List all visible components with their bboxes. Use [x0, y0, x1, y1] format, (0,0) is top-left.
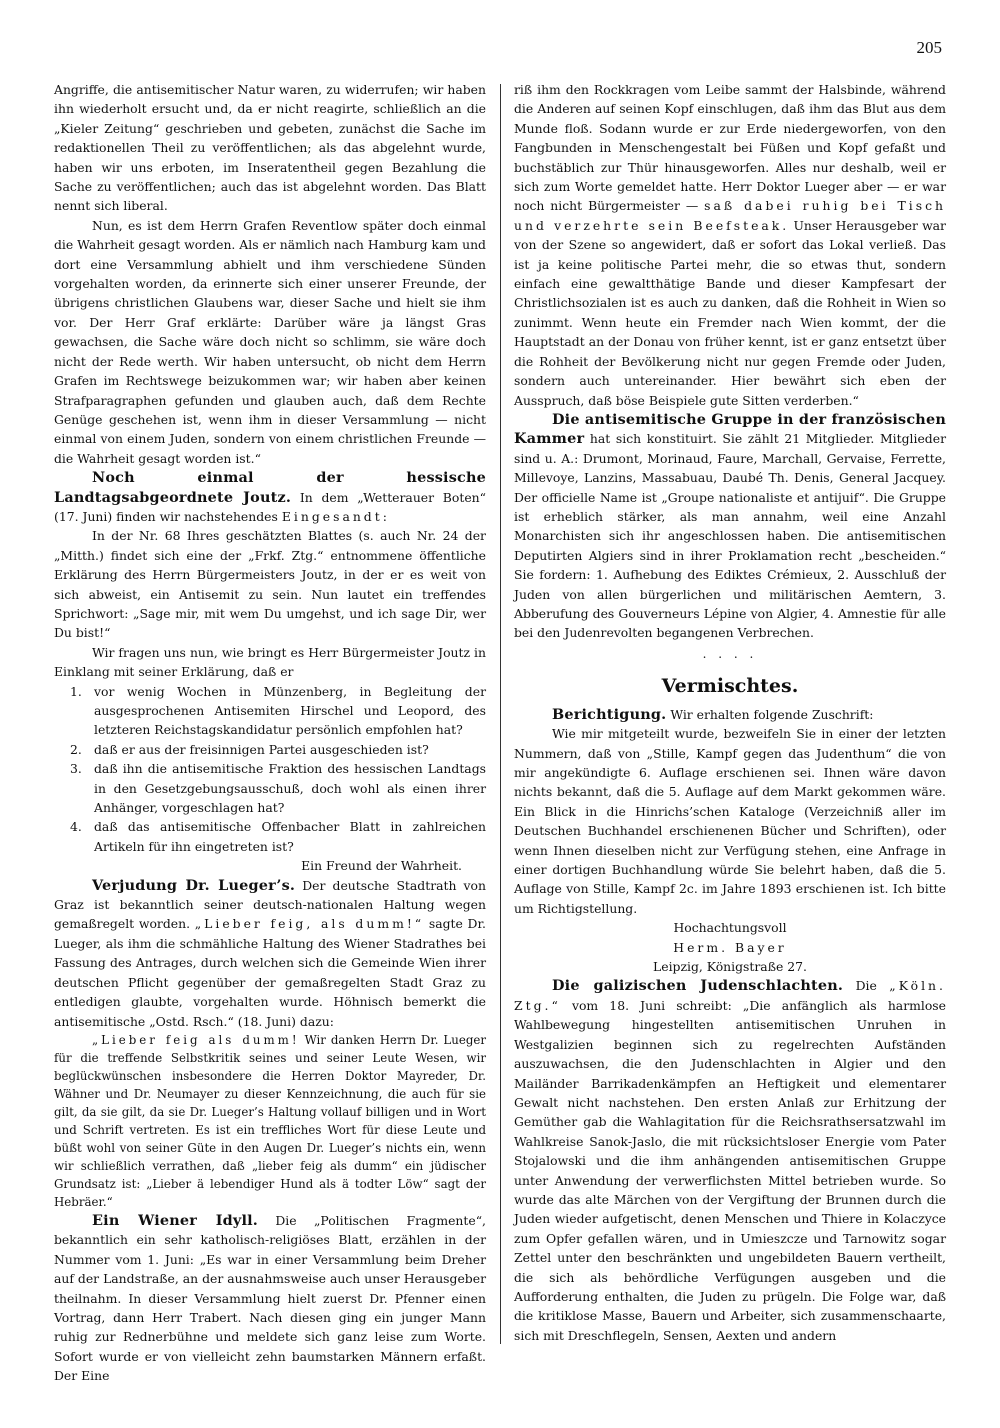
list-item [70, 740, 486, 759]
list-number: 1. [70, 683, 82, 699]
article-lueger [54, 876, 486, 1031]
signature: Ein Freund der Wahrheit. [301, 858, 462, 874]
section-title: Vermischtes. [661, 674, 799, 697]
signature-name: Herm. Bayer [673, 939, 787, 955]
paragraph: Angriffe, die antisemitischer Natur waren, zu widerrufen; wir haben ihn wiederholt ersucht und, da er nicht reagirte, schließlich an die „Kieler Zeitung“ geschrieben und gebeten, zunächst die Sache im redaktionellen Theil zu veröffentlichen; als das abgelehnt wurde, haben wir uns erboten, im Inseratentheil gegen Bezahlung die Sache zu veröffentlichen; auch das ist abgelehnt worden. Das Blatt nennt sich liberal. [54, 82, 486, 214]
paragraph [514, 80, 946, 410]
closing-greeting: Hochachtungsvoll [673, 920, 787, 936]
article-idyll [54, 1211, 486, 1386]
article-lead: Wir erhalten folgende Zuschrift: [670, 706, 874, 722]
signature-address: Leipzig, Königstraße 27. [653, 959, 807, 975]
article-text: hat sich konstituirt. Sie zählt 21 Mitglieder. Mitglieder sind u. A.: Drumont, Morinaud, Faure, Marchall, Gervaise, Ferrette, Millevoye, Lanzins, Massabuau, Daubé Th. Denis, General Jacquey. Der officielle Name ist „Groupe nationaliste et antijuif“. Die Gruppe ist erheblich stärker, als man annahm, weil eine Anzahl Monarchisten sich ihr angeschlossen haben. Die antisemitischen Deputirten Algiers sind in ihrer Proklamation recht „bescheiden.“ Sie fordern: 1. Aufhebung des Ediktes Crémieux, 2. Ausschluß der Juden von allen bürgerlichen und militärischen Aemtern, 3. Abberufung des Gouverneurs Lépine von Algier, 4. Amnestie für alle bei den Judenrevolten begangenen Verbrechen. [514, 431, 946, 641]
spaced-text: „Lieber feig als dumm! [92, 1032, 300, 1047]
list-number: 2. [70, 741, 82, 757]
column-divider [500, 84, 501, 1344]
article-text: sagte Dr. Lueger, als ihm die schmähliche Haltung des Wiener Stadrathes bei Fassung des Antrages, durch welchen sich die Gemeinde Wien ihrer deutschen Pflicht gegenüber der gemaßregelten Stadt Graz zu entledigen glaubte, vorgehalten wurde. Höhnisch bemerkt die antisemitische „Ostd. Rsch.“ (18. Juni) dazu: [54, 916, 486, 1029]
article-heading: Noch einmal der hessische Landtagsabgeordnete Joutz. [54, 469, 486, 506]
paragraph-text: Unser Herausgeber war von der Szene so angewidert, daß er sofort das Lokal verließ. Das ist ja keine politische Partei mehr, die so etwas thut, sondern einfach eine gewaltthätige Bande und dieser Kampfesart der Christlichsozialen ist es auch zu danken, daß die Rohheit in Wien so zunimmt. Wenn heute ein Fremder nach Wien kommt, der die Hauptstadt an der Donau von früher kennt, ist er ganz entsetzt über die Rohheit der Bevölkerung nicht nur gegen Fremde oder Juden, sondern auch untereinander. Hier bewährt sich eben der Ausspruch, daß böse Beispiele gute Sitten verderben.“ [514, 217, 946, 408]
numbered-list [54, 682, 486, 857]
right-column [514, 80, 946, 1345]
article-text: Die [855, 978, 877, 994]
quote-text: Wir danken Herrn Dr. Lueger für die treffende Selbstkritik seines und seiner Leute Wesen, wir beglückwünschen insbesondere die Herren Doktor Mayreder, Dr. Wähner und Dr. Neumayer zu dieser Kennzeichnung, die auch für sie gilt, da sie gilt, da sie Dr. Lueger’s Haltung vollauf billigen und in Wort und Schrift vertreten. Es ist ein treffliches Wort für diese Leute und büßt wohl von seiner Güte in den Augen Dr. Lueger’s nichts ein, wenn wir schließlich verrathen, daß „lieber feig als dumm“ ein jüdischer Grundsatz ist: „Lieber ä lebendiger Hund als ä todter Löw“ sagt der Hebräer.“ [54, 1032, 486, 1209]
list-text: daß ihn die antisemitische Fraktion des hessischen Landtags in den Gesetzgebungsausschuß, doch wohl als einen ihrer Anhänger, vorgeschlagen hat? [94, 761, 486, 816]
ornament-dots: . . . . [702, 646, 758, 661]
article-heading: Ein Wiener Idyll. [92, 1211, 258, 1229]
paragraph-text: riß ihm den Rockkragen vom Leibe sammt der Halsbinde, während die Anderen auf seinen Kopf einschlugen, daß ihm das Blut aus dem Munde floß. Sodann wurde er zur Erde niedergeworfen, von den Fangbunden in Menschengestalt bei Füßen und Kopf gefaßt und buchstäblich zur Thür hinausgeworfen. Alles nur deshalb, weil er sich zum Worte gemeldet hatte. Herr Doktor Lueger aber — er war noch nicht Bürgermeister — [514, 82, 946, 214]
list-text: daß das antisemitische Offenbacher Blatt in zahlreichen Artikeln für ihn eingetreten ist? [94, 819, 486, 854]
article-text: Der deutsche Stadtrath von Graz ist bekanntlich seiner deutsch-nationalen Haltung wegen gemaßregelt worden. [54, 877, 486, 932]
list-number: 3. [70, 761, 82, 777]
article-lead: In dem „Wetterauer Boten“ (17. Juni) finden wir nachstehendes [54, 489, 486, 524]
list-text: daß er aus der freisinnigen Partei ausgeschieden ist? [94, 741, 429, 757]
paragraph: Wie mir mitgeteilt wurde, bezweifeln Sie in einer der letzten Nummern, daß von „Stille, Kampf gegen das Judenthum“ die von mir angekündigte 6. Auflage erschienen sei. Ihnen wäre davon nichts bekannt, daß die 5. Auflage auf dem Markt gekommen wäre. Ein Blick in die Hinrichs’schen Kataloge (Verzeichniß aller im Deutschen Buchhandel erschienenen Bücher und Schriften), oder wenn Ihnen dieselben nicht zur Verfügung stehen, eine Anfrage in einer dortigen Buchhandlung würde Sie belehrt haben, daß die 5. Auflage von Stille, Kampf 2c. im Jahre 1893 erschienen ist. Ich bitte um Richtigstellung. [514, 726, 946, 916]
article-galizien [514, 976, 946, 1345]
spaced-text: Eingesandt: [281, 508, 390, 524]
list-item [70, 682, 486, 740]
spaced-text: „Köln. Ztg.“ [514, 978, 946, 1013]
article-joutz [54, 468, 486, 526]
article-heading: Berichtigung. [552, 705, 667, 723]
article-kammer [514, 410, 946, 643]
article-text: Die „Politischen Fragmente“, bekanntlich ein sehr katholisch-religiöses Blatt, erzählen in der Nummer vom 1. Juni: „Es war in einer Versammlung beim Dreher auf der Landstraße, an der ausnahmsweise auch unser Herausgeber theilnahm. In dieser Versammlung hielt zuerst Dr. Pfenner einen Vortrag, dann Herr Trabert. Nach diesen ging ein junger Mann ruhig zur Rednerbühne und meldete sich ganz leise zum Worte. Sofort wurde er von vielleicht zehn baumstarken Männern erfaßt. Der Eine [54, 1212, 486, 1384]
article-heading: Die galizischen Judenschlachten. [552, 977, 844, 995]
spaced-text: saß dabei ruhig bei Tisch und verzehrte sein Beefsteak. [514, 198, 946, 233]
quote-block [54, 1031, 486, 1211]
spaced-text: „Lieber feig, als dumm!“ [194, 916, 425, 932]
paragraph: Nun, es ist dem Herrn Grafen Reventlow später doch einmal die Wahrheit gesagt worden. Als er nämlich nach Hamburg kam und dort eine Versammlung abhielt und ihm verschiedene Sünden vorgehalten worden, da erinnerte sich einer unserer Freunde, der übrigens christlichen Glaubens war, dieser Sache und hielt sie ihm vor. Der Herr Graf erklärte: Darüber wäre ja längst Gras gewachsen, die Sache wäre doch nicht so schlimm, sie wäre doch nicht der Rede werth. Wir haben untersucht, ob nicht dem Herrn Grafen im Rechtswege beizukommen war; wir haben aber keinen Strafparagraphen gefunden und glauben auch, daß dem Rechte Genüge geschehen ist, wenn ihm in dieser Versammlung — nicht einmal von einem Juden, sondern von einem christlichen Freunde — die Wahrheit gesagt worden ist.“ [54, 217, 486, 466]
list-item [70, 759, 486, 817]
list-item [70, 817, 486, 856]
page-number: 205 [916, 38, 942, 57]
paragraph: In der Nr. 68 Ihres geschätzten Blattes (s. auch Nr. 24 der „Mitth.) findet sich eine der „Frkf. Ztg.“ entnommene öffentliche Erklärung des Herrn Bürgermeisters Joutz, in der er es weit von sich abweist, ein Antisemit zu sein. Nun lautet ein treffendes Sprichwort: „Sage mir, mit wem Du umgehst, und ich sage Dir, wer Du bist!“ [54, 528, 486, 641]
article-berichtigung [514, 705, 946, 724]
left-column [54, 80, 486, 1386]
article-heading: Verjudung Dr. Lueger’s. [92, 876, 296, 894]
article-text: vom 18. Juni schreibt: „Die anfänglich als harmlose Wahlbewegung hingestellten antisemitischen Unruhen in Westgalizien beginnen sich zu regelrechten Aufständen auszuwachsen, die den Judenschlachten in Algier und den Mailänder Barrikadenkämpfen an Heftigkeit und elementarer Gewalt nicht nachstehen. Den ersten Anlaß zur Erhitzung der Gemüther gab die Wahlagitation für die Reichsrathsersatzwahl im Wahlkreise Sanok-Jaslo, die mit rücksichtsloser Energie vom Pater Stojalowski und die ihm anhängenden antisemitischen Gruppe unter Anwendung der verwerflichsten Mittel betrieben wurde. So wurde das alte Märchen von der Vergiftung der Brunnen durch die Juden wieder aufgetischt, denen Menschen und Thiere in Kolaczyce zum Opfer gefallen wären, und in Umieszcze und Tarnowitz sogar Zettel unter den beschränkten und ungebildeten Bauern vertheilt, die sich als behördliche Verfügungen ausgeben und die Aufforderung enthalten, die Juden zu prügeln. Die Folge war, daß die kritiklose Masse, Bauern und Arbeiter, sich zusammenschaarte, sich mit Dreschflegeln, Sensen, Aexten und andern [514, 997, 946, 1343]
paragraph: Wir fragen uns nun, wie bringt es Herr Bürgermeister Joutz in Einklang mit seiner Erklärung, daß er [54, 644, 486, 680]
list-text: vor wenig Wochen in Münzenberg, in Begleitung der ausgesprochenen Antisemiten Hirschel und Leopord, des letzteren Reichstagskandidatur persönlich empfohlen hat? [94, 683, 486, 738]
article-heading: Die antisemitische Gruppe in der französischen Kammer [514, 410, 946, 448]
list-number: 4. [70, 819, 82, 835]
